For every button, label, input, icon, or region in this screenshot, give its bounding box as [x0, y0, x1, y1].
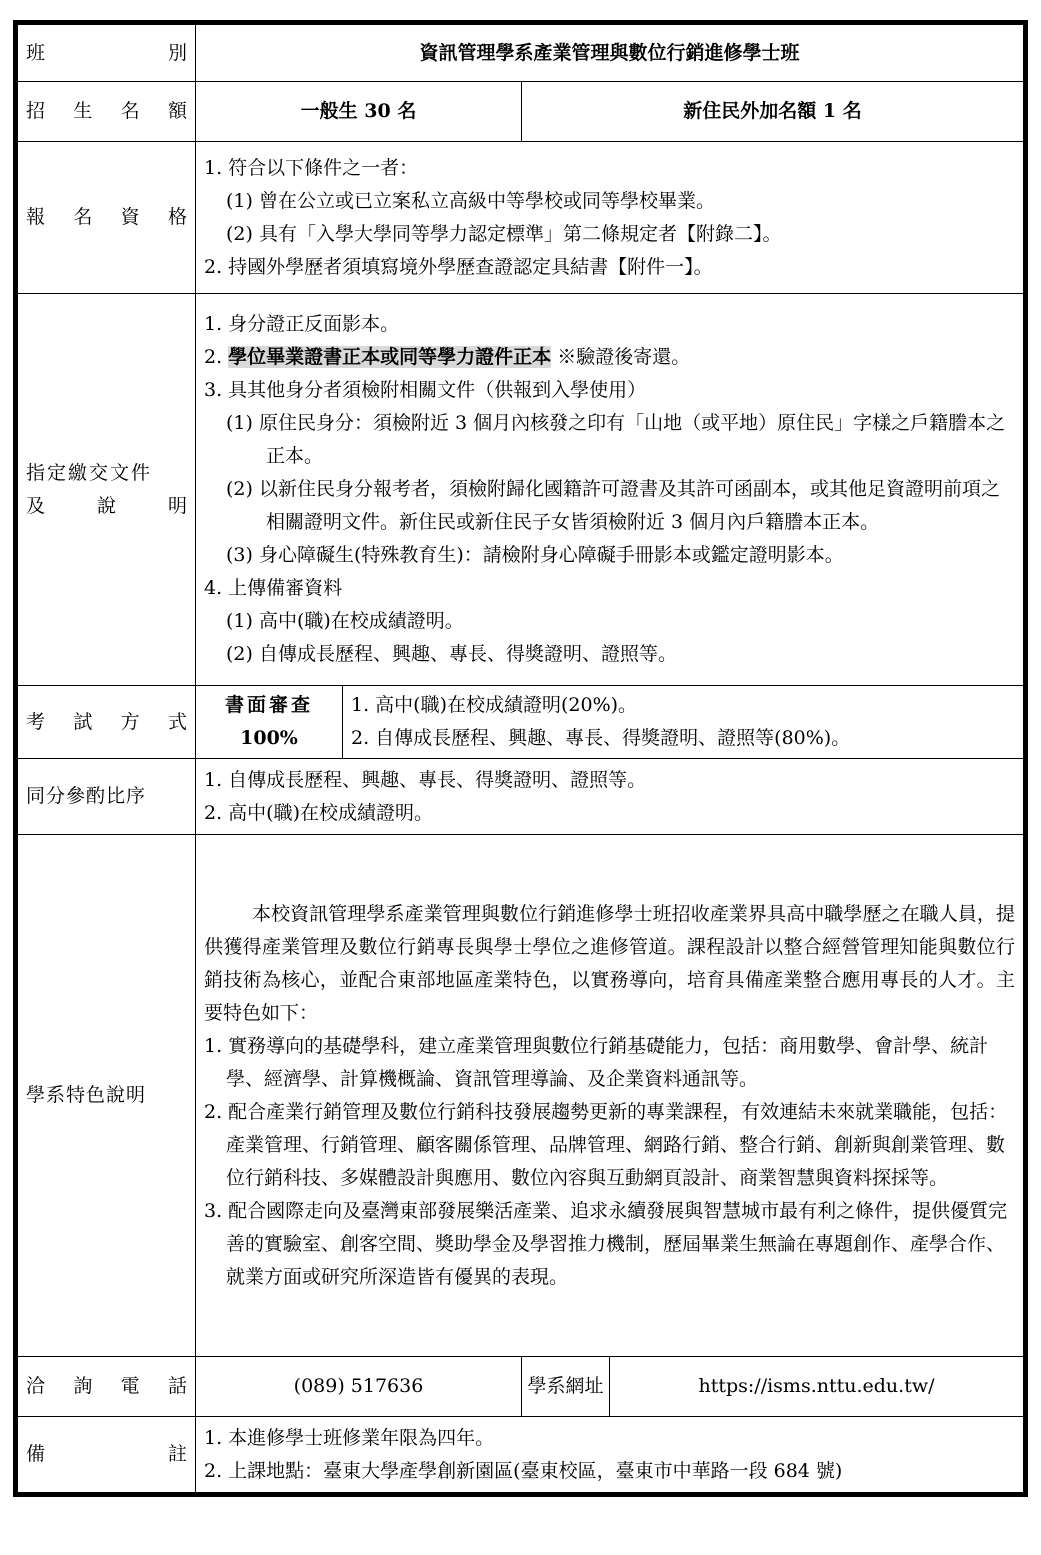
tie-label: 同分參酌比序: [18, 759, 196, 835]
documents-item-3-sub-3: (3) 身心障礙生(特殊教育生)：請檢附身心障礙手冊影本或鑑定證明影本。: [226, 544, 844, 566]
documents-item-4-sub-1: (1) 高中(職)在校成績證明。: [226, 610, 464, 632]
tie-content: [196, 759, 1024, 835]
admission-table: [13, 20, 1028, 1497]
features-content: [196, 835, 1024, 1357]
contact-url[interactable]: https://isms.nttu.edu.tw/: [610, 1357, 1024, 1417]
class-value: 資訊管理學系產業管理與數位行銷進修學士班: [196, 25, 1024, 82]
exam-content: [196, 686, 1024, 759]
features-item-3: 3. 配合國際走向及臺灣東部發展樂活產業、追求永續發展與智慧城市最有利之條件，提供優質完善的實驗室、創客空間、獎助學金及學習推力機制，歷屆畢業生無論在專題創作、產學合作、就業方面或研究所深造皆有優異的表現。: [204, 1199, 1008, 1288]
eligibility-label: 報 名 資 格: [18, 142, 196, 294]
documents-item-4: 4. 上傳備審資料: [204, 577, 343, 599]
quota-extra: 新住民外加名額 1 名: [522, 82, 1024, 142]
exam-items: [343, 686, 1024, 758]
features-item-1: 1. 實務導向的基礎學科，建立產業管理與數位行銷基礎能力，包括：商用數學、會計學、統計學、經濟學、計算機概論、資訊管理導論、及企業資料通訊等。: [204, 1034, 989, 1090]
exam-method: 書面審查: [224, 694, 313, 716]
exam-percent: 100%: [240, 727, 298, 749]
documents-item-3-sub-1: (1) 原住民身分：須檢附近 3 個月內核發之印有「山地（或平地）原住民」字樣之戶籍謄本之正本。: [226, 412, 1006, 467]
contact-phone: (089) 517636: [196, 1357, 522, 1417]
eligibility-content: [196, 142, 1024, 294]
documents-item-2-highlight: 學位畢業證書正本或同等學力證件正本: [228, 346, 552, 368]
documents-item-4-sub-2: (2) 自傳成長歷程、興趣、專長、得獎證明、證照等。: [226, 643, 677, 665]
exam-item-1: 1. 高中(職)在校成績證明(20%)。: [351, 694, 638, 716]
exam-method-cell: [196, 686, 343, 758]
exam-label: 考 試 方 式: [18, 686, 196, 759]
eligibility-line-4: 2. 持國外學歷者須填寫境外學歷查證認定具結書【附件一】。: [204, 255, 713, 278]
features-item-2: 2. 配合產業行銷管理及數位行銷科技發展趨勢更新的專業課程，有效連結未來就業職能，包括：產業管理、行銷管理、顧客關係管理、品牌管理、網路行銷、整合行銷、創新與創業管理、數位行銷科技、多媒體設計與應用、數位內容與互動網頁設計、商業智慧與資料探採等。: [204, 1100, 1008, 1189]
documents-label-line-2: 及 說 明: [26, 494, 187, 517]
tie-item-1: 1. 自傳成長歷程、興趣、專長、得獎證明、證照等。: [204, 768, 647, 791]
tie-item-2: 2. 高中(職)在校成績證明。: [204, 801, 433, 824]
quota-general: 一般生 30 名: [196, 82, 522, 142]
notes-content: [196, 1417, 1024, 1493]
notes-item-2: 2. 上課地點：臺東大學產學創新園區(臺東校區，臺東市中華路一段 684 號): [204, 1459, 843, 1482]
eligibility-line-3: (2) 具有「入學大學同等學力認定標準」第二條規定者【附錄二】。: [226, 222, 782, 245]
class-label: [18, 25, 196, 82]
notes-label: 備 註: [18, 1417, 196, 1493]
features-intro: 本校資訊管理學系產業管理與數位行銷進修學士班招收產業界具高中職學歷之在職人員，提供獲得產業管理及數位行銷專長與學士學位之進修管道。課程設計以整合經營管理知能與數位行銷技術為核心，並配合東部地區產業特色，以實務導向，培育具備產業整合應用專長的人才。主要特色如下：: [204, 902, 1015, 1024]
documents-item-2: 2. 學位畢業證書正本或同等學力證件正本 ※驗證後寄還。: [204, 346, 691, 368]
eligibility-line-2: (1) 曾在公立或已立案私立高級中等學校或同等學校畢業。: [226, 189, 715, 212]
exam-item-2: 2. 自傳成長歷程、興趣、專長、得獎證明、證照等(80%)。: [351, 727, 851, 749]
documents-content: [196, 294, 1024, 686]
documents-item-1: 1. 身分證正反面影本。: [204, 313, 400, 335]
class-label-text: 班 別: [26, 41, 187, 64]
documents-label: [18, 294, 196, 686]
documents-label-line-1: 指定繳交文件: [26, 461, 153, 484]
features-label: 學系特色說明: [18, 835, 196, 1357]
contact-label: 洽 詢 電 話: [18, 1357, 196, 1417]
notes-item-1: 1. 本進修學士班修業年限為四年。: [204, 1426, 495, 1449]
documents-item-3: 3. 具其他身分者須檢附相關文件（供報到入學使用）: [204, 379, 647, 401]
documents-item-3-sub-2: (2) 以新住民身分報考者，須檢附歸化國籍許可證書及其許可函副本，或其他足資證明前項之相關證明文件。新住民或新住民子女皆須檢附近 3 個月內戶籍謄本正本。: [226, 478, 1000, 533]
contact-web-label: 學系網址: [522, 1357, 610, 1417]
eligibility-line-1: 1. 符合以下條件之一者：: [204, 156, 419, 179]
quota-label: 招 生 名 額: [18, 82, 196, 142]
